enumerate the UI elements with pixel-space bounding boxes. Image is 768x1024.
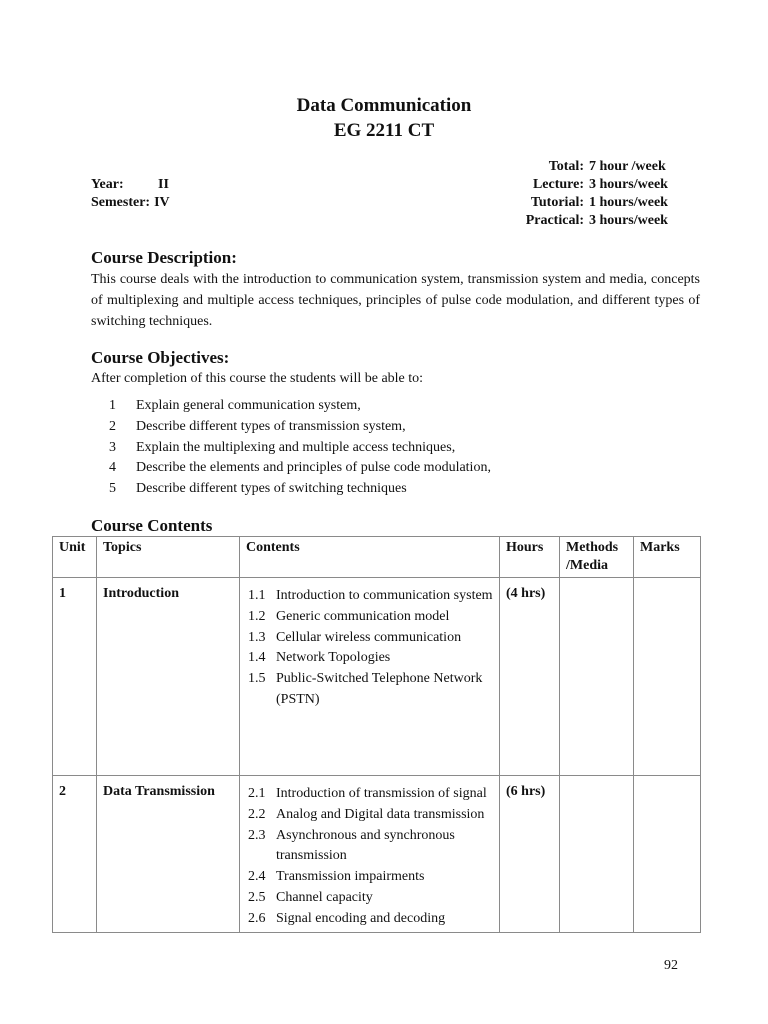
- hours-label: Tutorial:: [530, 195, 584, 210]
- item-text: Analog and Digital data transmission: [276, 806, 485, 822]
- list-text: Explain the multiplexing and multiple access techniques,: [136, 439, 456, 455]
- item-number: 2.1: [248, 786, 266, 801]
- list-number: 2: [109, 418, 116, 434]
- item-text: Generic communication model: [276, 608, 450, 624]
- item-number: 1.3: [248, 629, 266, 645]
- hours-row-lecture: [526, 176, 677, 194]
- list-item: [246, 628, 493, 649]
- item-text: Public-Switched Telephone Network (PSTN): [276, 671, 483, 707]
- list-item: [246, 867, 493, 888]
- hours-cell: (6 hrs): [500, 776, 560, 933]
- objectives-list: [91, 396, 491, 500]
- list-number: 5: [109, 481, 116, 497]
- hours-row-practical: [526, 212, 677, 230]
- item-text: Introduction to communication system: [276, 588, 493, 603]
- item-text: Channel capacity: [276, 889, 373, 905]
- contents-cell: [240, 776, 500, 933]
- table-header-row: [53, 537, 701, 578]
- contents-heading: Course Contents: [91, 516, 213, 535]
- list-number: 4: [109, 460, 116, 476]
- hours-value: 7 hour /week: [589, 159, 666, 174]
- list-item: [246, 805, 493, 826]
- list-text: Describe different types of transmission system,: [136, 418, 406, 434]
- list-number: 1: [109, 398, 116, 413]
- hours-row-total: [526, 158, 677, 176]
- page-number: 92: [664, 958, 678, 973]
- item-number: 1.1: [248, 588, 266, 603]
- item-number: 1.4: [248, 650, 266, 666]
- item-text: Transmission impairments: [276, 869, 425, 885]
- hours-value: 1 hours/week: [589, 195, 668, 210]
- contents-list: [246, 784, 493, 930]
- description-text: This course deals with the introduction to communication system, transmission system and media, concepts of multiplexing and multiple access techniques, principles of pulse code modulation, and different types of switching techniques.: [91, 272, 700, 329]
- list-item: [246, 909, 493, 930]
- list-text: Explain general communication system,: [136, 398, 361, 413]
- methods-cell: [560, 776, 634, 933]
- year-value: II: [158, 177, 169, 192]
- course-code: EG 2211 CT: [333, 120, 435, 141]
- column-header-marks: Marks: [634, 537, 701, 578]
- hours-label: Practical:: [525, 213, 584, 228]
- contents-cell: [240, 578, 500, 776]
- table-row: [53, 578, 701, 776]
- item-number: 2.6: [248, 910, 266, 926]
- list-item: [91, 479, 491, 500]
- year-label: Year:: [91, 177, 124, 192]
- table-row: [53, 776, 701, 933]
- semester-row: [91, 194, 170, 212]
- topic-cell: Data Transmission: [97, 776, 240, 933]
- objectives-heading: Course Objectives:: [91, 348, 230, 367]
- year-row: [91, 176, 170, 194]
- column-header-hours: Hours: [500, 537, 560, 578]
- hours-block: [526, 158, 677, 230]
- hours-value: 3 hours/week: [589, 177, 668, 192]
- hours-row-tutorial: [526, 194, 677, 212]
- column-header-topics: Topics: [97, 537, 240, 578]
- list-item: [246, 586, 493, 607]
- title-block: [0, 93, 768, 143]
- column-header-unit: Unit: [53, 537, 97, 578]
- item-text: Signal encoding and decoding: [276, 910, 446, 926]
- item-number: 2.3: [248, 827, 266, 843]
- list-item: [91, 396, 491, 417]
- list-item: [91, 417, 491, 438]
- column-header-methods: Methods /Media: [560, 537, 634, 578]
- list-item: [246, 826, 493, 868]
- hours-value: 3 hours/week: [589, 213, 668, 228]
- hours-label: Total:: [548, 159, 584, 174]
- course-title: Data Communication: [296, 95, 472, 116]
- list-item: [246, 888, 493, 909]
- item-number: 2.5: [248, 889, 266, 905]
- year-semester-block: [91, 176, 170, 212]
- semester-value: IV: [154, 195, 170, 210]
- semester-label: Semester:: [91, 195, 151, 210]
- unit-cell: 1: [53, 578, 97, 776]
- item-text: Introduction of transmission of signal: [276, 786, 487, 801]
- item-number: 1.2: [248, 608, 266, 624]
- objectives-intro: After completion of this course the students will be able to:: [91, 371, 424, 386]
- list-item: [91, 458, 491, 479]
- item-text: Network Topologies: [276, 650, 391, 666]
- list-item: [246, 648, 493, 669]
- list-item: [246, 669, 493, 711]
- marks-cell: [634, 776, 701, 933]
- item-number: 2.4: [248, 869, 266, 885]
- list-item: [91, 438, 491, 459]
- course-contents-table: [52, 536, 701, 933]
- item-text: Cellular wireless communication: [276, 629, 462, 645]
- item-text: Asynchronous and synchronous transmission: [276, 827, 455, 864]
- list-item: [246, 607, 493, 628]
- contents-list: [246, 586, 493, 711]
- hours-label: Lecture:: [532, 177, 584, 192]
- column-header-contents: Contents: [240, 537, 500, 578]
- marks-cell: [634, 578, 701, 776]
- unit-cell: 2: [53, 776, 97, 933]
- list-item: [246, 784, 493, 805]
- item-number: 2.2: [248, 806, 266, 822]
- topic-cell: Introduction: [97, 578, 240, 776]
- description-heading: Course Description:: [91, 248, 237, 267]
- item-number: 1.5: [248, 671, 266, 687]
- list-number: 3: [109, 439, 116, 455]
- list-text: Describe different types of switching techniques: [136, 481, 407, 497]
- hours-cell: (4 hrs): [500, 578, 560, 776]
- list-text: Describe the elements and principles of pulse code modulation,: [136, 460, 491, 476]
- methods-cell: [560, 578, 634, 776]
